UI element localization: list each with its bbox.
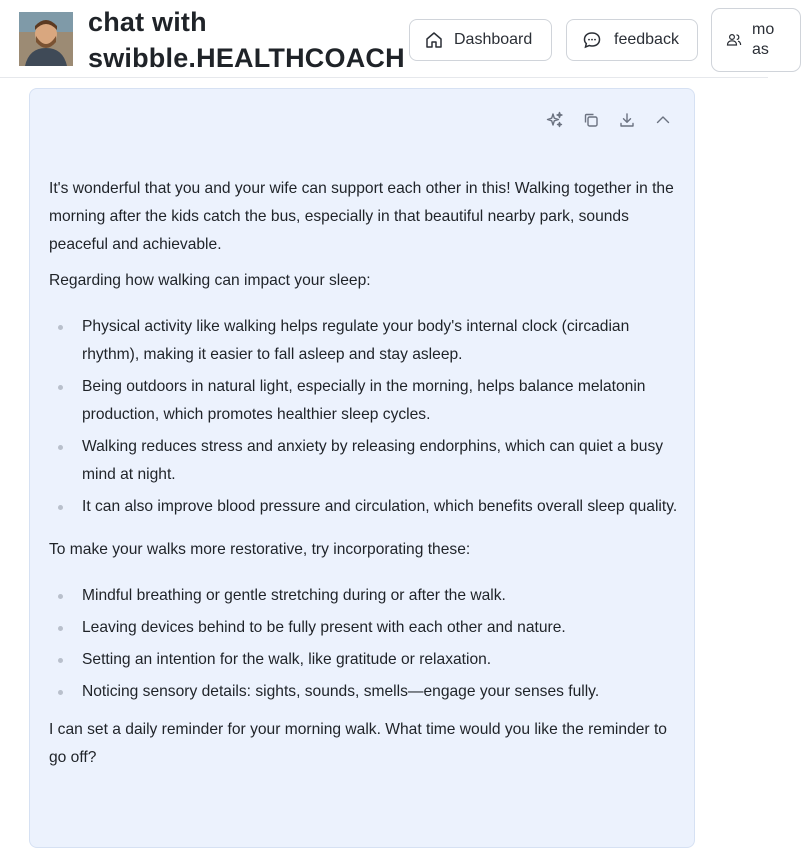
users-icon — [726, 32, 742, 48]
walk-tips-list — [49, 582, 679, 706]
list-item: Being outdoors in natural light, especially in the morning, helps balance melatonin production, which promotes healthier sleep cycles. — [49, 373, 679, 429]
message-paragraph: I can set a daily reminder for your morning walk. What time would you like the reminder to go off? — [49, 721, 667, 766]
page-title: chat with swibble.HEALTHCOACH — [88, 7, 405, 73]
list-item: Walking reduces stress and anxiety by releasing endorphins, which can quiet a busy mind at night. — [49, 433, 679, 489]
home-icon — [424, 30, 444, 50]
list-item: Physical activity like walking helps regulate your body's internal clock (circadian rhythm), making it easier to fall asleep and stay asleep. — [49, 313, 679, 369]
message-paragraph: It's wonderful that you and your wife can support each other in this! Walking together in the morning after the kids catch the bus, especially in that beautiful nearby park, sounds peaceful and achievable. — [49, 180, 674, 253]
list-item: Noticing sensory details: sights, sounds, smells—engage your senses fully. — [49, 678, 679, 706]
feedback-button-label: feedback — [614, 31, 679, 48]
more-button[interactable] — [711, 8, 801, 72]
feedback-button[interactable] — [566, 19, 698, 61]
list-item: Mindful breathing or gentle stretching during or after the walk. — [49, 582, 679, 610]
message-paragraph: Regarding how walking can impact your sleep: — [49, 272, 371, 289]
message-toolbar — [532, 107, 676, 133]
copy-icon[interactable] — [578, 107, 604, 133]
more-button-label: mo as — [752, 21, 775, 58]
download-icon[interactable] — [614, 107, 640, 133]
chevron-up-icon[interactable] — [650, 107, 676, 133]
dashboard-button-label: Dashboard — [454, 31, 533, 48]
sleep-benefits-list — [49, 313, 679, 521]
message-paragraph: To make your walks more restorative, try incorporating these: — [49, 541, 471, 558]
list-item: It can also improve blood pressure and circulation, which benefits overall sleep quality. — [49, 493, 679, 521]
sparkle-icon[interactable] — [542, 107, 568, 133]
dashboard-button[interactable] — [409, 19, 552, 61]
assistant-message-card — [29, 88, 695, 848]
message-body — [49, 175, 679, 772]
list-item: Setting an intention for the walk, like gratitude or relaxation. — [49, 646, 679, 674]
list-item: Leaving devices behind to be fully present with each other and nature. — [49, 614, 679, 642]
chat-bubble-icon — [582, 30, 602, 50]
chat-header — [0, 0, 775, 78]
avatar — [19, 12, 73, 66]
